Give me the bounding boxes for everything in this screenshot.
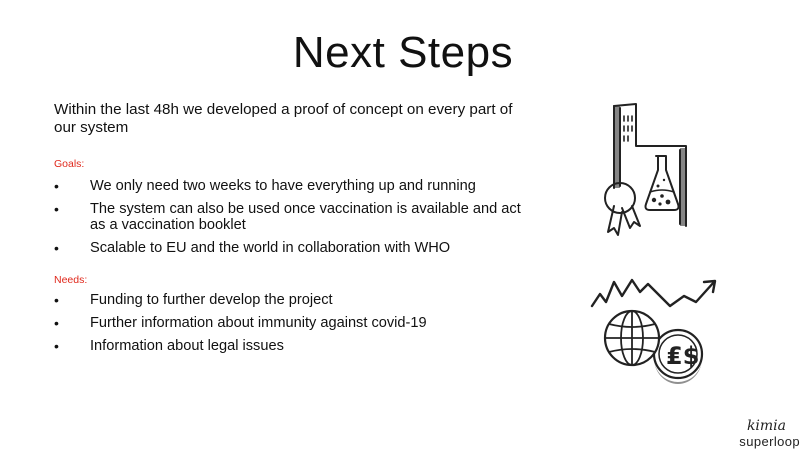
building-flask-seal-icon [584,98,696,246]
intro-text: Within the last 48h we developed a proof of concept on every part of our system [54,101,513,136]
goals-label: Goals: [54,158,85,170]
slide-title: Next Steps [292,28,514,77]
need-item: • Information about legal issues [54,338,284,354]
coin-symbol-icon: ₤$ [666,342,700,370]
brand-logo-bottom: superloop [739,434,800,449]
bullet-icon: • [54,240,59,256]
bullet-icon: • [54,178,59,194]
needs-label: Needs: [54,274,88,286]
goals-list [54,178,524,263]
bullet-icon: • [54,201,59,217]
goal-item: • The system can also be used once vaccination is available and act as a vaccination booklet [54,201,521,233]
goal-item: • We only need two weeks to have everything up and running [54,178,476,194]
need-item: • Funding to further develop the project [54,292,333,308]
bullet-icon: • [54,292,59,308]
bullet-icon: • [54,338,59,354]
growth-chart-globe-coin-icon [588,272,722,384]
bullet-icon: • [54,315,59,331]
brand-logo-top: kimia [746,418,786,434]
need-item: • Further information about immunity against covid-19 [54,315,427,331]
needs-list [54,292,524,361]
brand-logo [739,418,800,449]
goal-item: • Scalable to EU and the world in collaboration with WHO [54,240,451,256]
